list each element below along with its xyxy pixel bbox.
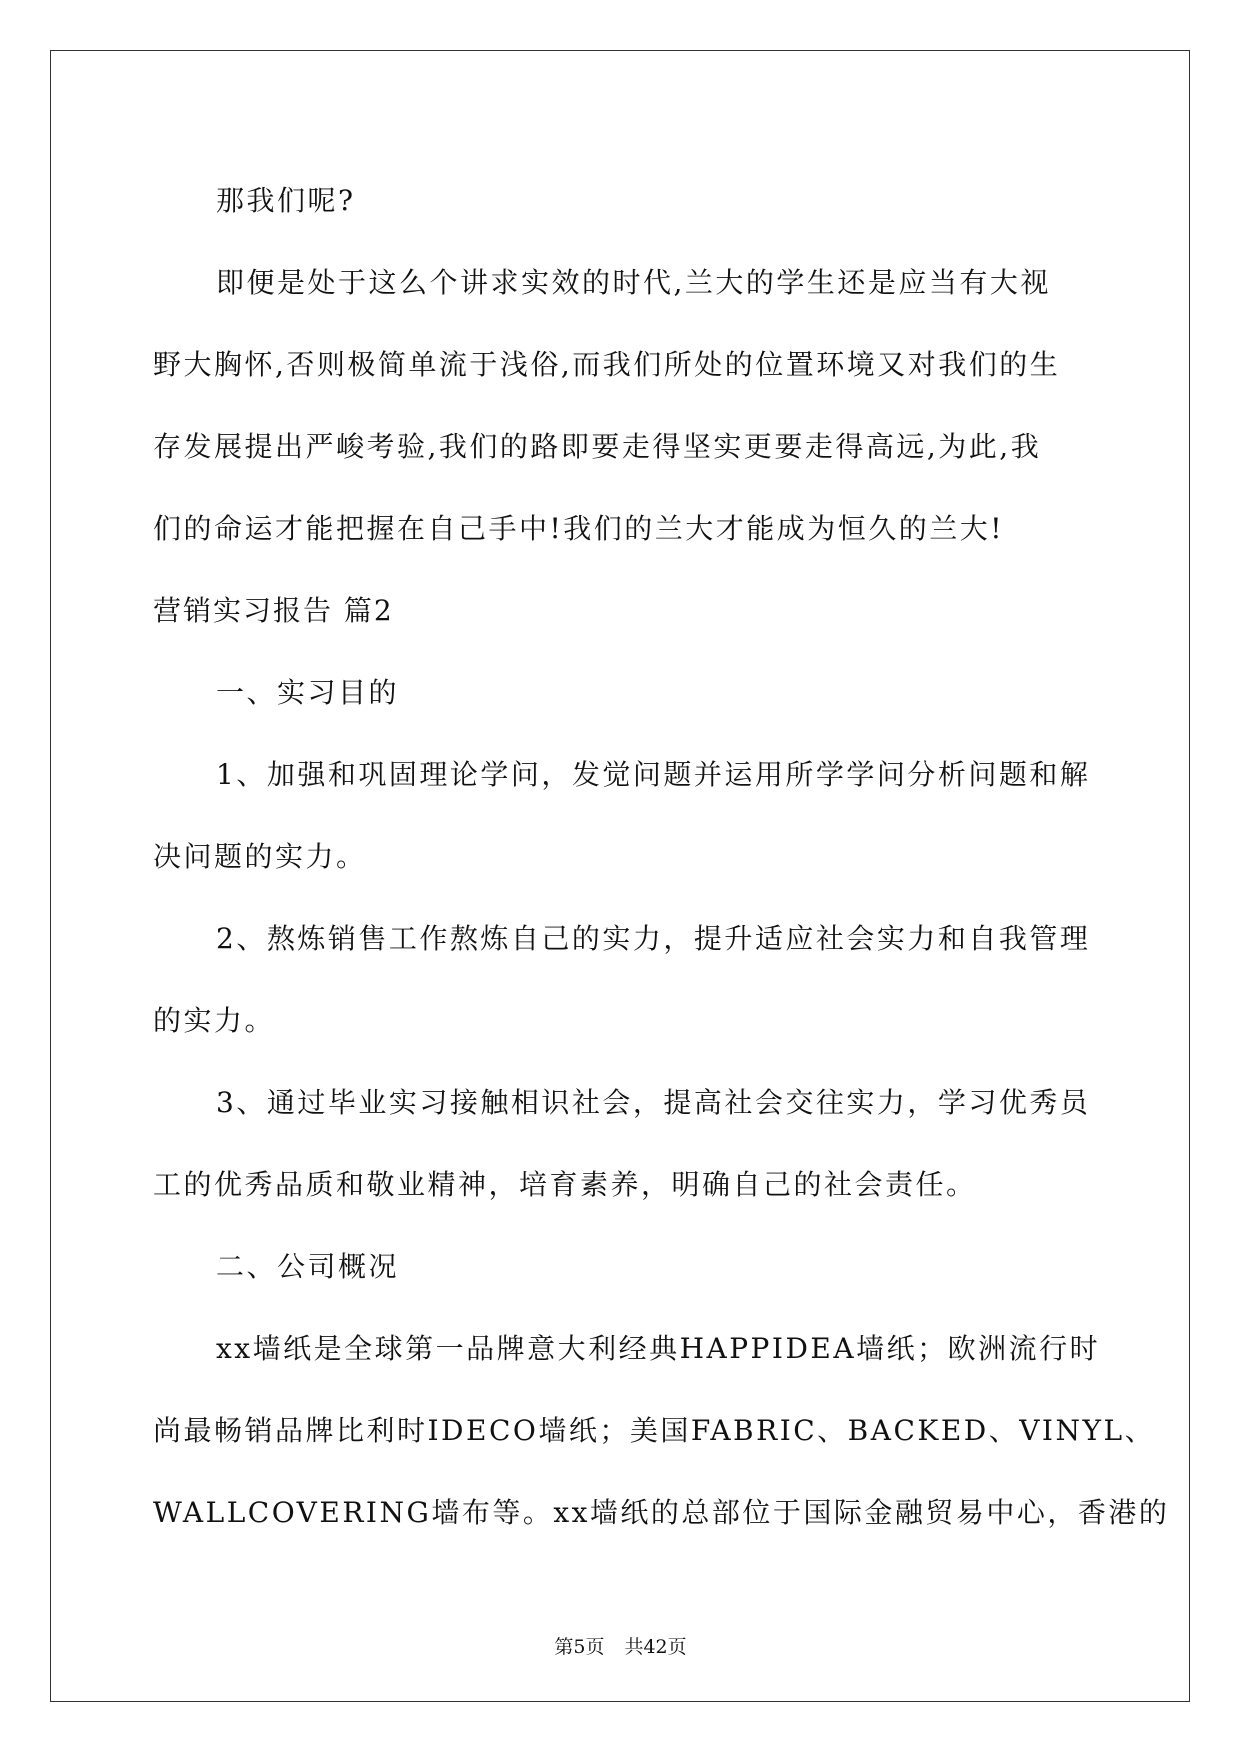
text-line: WALLCOVERING墙布等。xx墙纸的总部位于国际金融贸易中心，香港的 <box>153 1496 1170 1529</box>
text-line: 1、加强和巩固理论学问，发觉问题并运用所学学问分析问题和解 <box>216 758 1091 791</box>
section-heading <box>153 570 1093 652</box>
text-line: 2、熬炼销售工作熬炼自己的实力，提升适应社会实力和自我管理 <box>216 922 1091 955</box>
document-body <box>153 160 1170 1554</box>
text-line: 决问题的实力。 <box>153 840 367 873</box>
text-line: 们的命运才能把握在自己手中!我们的兰大才能成为恒久的兰大! <box>153 512 1005 545</box>
page-total: 共42页 <box>624 1636 687 1658</box>
text-line: 工的优秀品质和敬业精神，培育素养，明确自己的社会责任。 <box>153 1168 977 1201</box>
text-line: 那我们呢? <box>216 184 356 217</box>
paragraph <box>153 1062 1093 1226</box>
paragraph <box>153 242 1093 570</box>
text-line: 二、公司概况 <box>216 1250 400 1283</box>
paragraph <box>153 1226 1093 1308</box>
text-line: 即便是处于这么个讲求实效的时代,兰大的学生还是应当有大视 <box>216 266 1051 299</box>
page-footer <box>0 1632 1241 1659</box>
paragraph <box>153 652 1093 734</box>
paragraph <box>153 898 1093 1062</box>
text-line: 存发展提出严峻考验,我们的路即要走得坚实更要走得高远,为此,我 <box>153 430 1042 463</box>
page-number: 第5页 <box>554 1636 605 1658</box>
paragraph <box>153 734 1093 898</box>
text-line: 3、通过毕业实习接触相识社会，提高社会交往实力，学习优秀员 <box>216 1086 1091 1119</box>
text-line: 一、实习目的 <box>216 676 400 709</box>
paragraph <box>153 1308 1170 1554</box>
text-line: 营销实习报告 篇2 <box>153 594 394 627</box>
paragraph <box>153 160 1093 242</box>
text-line: 野大胸怀,否则极简单流于浅俗,而我们所处的位置环境又对我们的生 <box>153 348 1061 381</box>
text-line: 的实力。 <box>153 1004 276 1037</box>
text-line: xx墙纸是全球第一品牌意大利经典HAPPIDEA墙纸；欧洲流行时 <box>216 1332 1101 1365</box>
text-line: 尚最畅销品牌比利时IDECO墙纸；美国FABRIC、BACKED、VINYL、 <box>153 1414 1156 1447</box>
